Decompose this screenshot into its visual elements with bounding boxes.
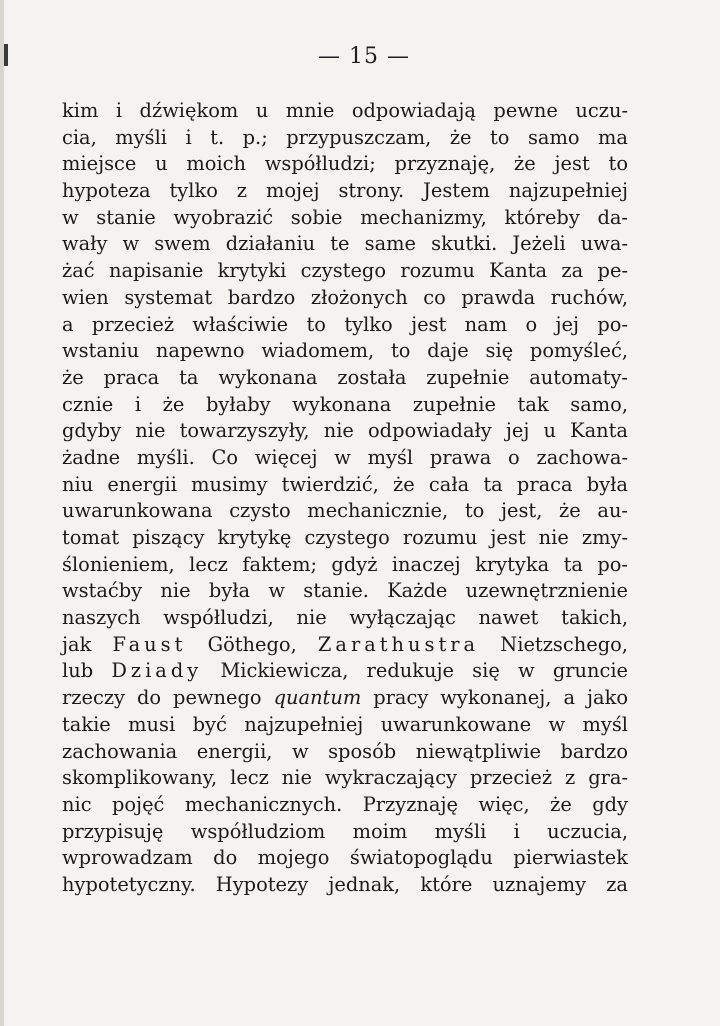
text-line: wstaćby nie była w stanie. Każde uzewnętrznienie xyxy=(62,579,628,603)
text-segment: rzeczy do pewnego xyxy=(62,686,262,710)
text-line xyxy=(62,658,628,685)
text-line: w stanie wyobrazić sobie mechanizmy, któreby da- xyxy=(62,205,628,229)
text-line: tomat piszący krytykę czystego rozumu jest nie zmy- xyxy=(62,526,628,549)
text-line: żać napisanie krytyki czystego rozumu Kanta za pe- xyxy=(62,259,628,283)
text-line: naszych współludzi, nie wyłączając nawet takich, xyxy=(62,606,628,630)
text-line: wprowadzam do mojego światopoglądu pierwiastek xyxy=(62,846,628,870)
text-segment: Mickiewicza, redukuje się w gruncie xyxy=(220,659,629,683)
text-line: kim i dźwiękom u mnie odpowiadają pewne uczu- xyxy=(62,99,628,122)
text-line: niu energii musimy twierdzić, że cała ta praca była xyxy=(62,472,628,496)
text-line: miejsce u moich współludzi; przyznaję, że jest to xyxy=(62,152,628,176)
text-word: jak xyxy=(62,632,92,656)
body-text xyxy=(62,98,628,899)
text-line: zachowania energii, w sposób niewątpliwie bardzo xyxy=(62,739,628,763)
text-line: nic pojęć mechanicznych. Przyznaję więc, że gdy xyxy=(62,792,628,816)
text-word: Nietzschego, xyxy=(500,632,628,656)
text-line: wien systemat bardzo złożonych co prawda ruchów, xyxy=(62,285,628,309)
spaced-title-zarathustra: Zarathustra xyxy=(317,632,480,656)
text-line: przypisuję współludziom moim myśli i uczucia, xyxy=(62,819,628,843)
text-line: gdyby nie towarzyszyły, nie odpowiadały jej u Kanta xyxy=(62,419,628,443)
spaced-title-faust: Faust xyxy=(112,632,187,656)
text-segment: pracy wykonanej, a jako xyxy=(373,686,628,710)
text-line: uwarunkowana czysto mechanicznie, to jest, że au- xyxy=(62,499,628,523)
text-line: hypotetyczny. Hypotezy jednak, które uznajemy za xyxy=(62,872,628,896)
text-line: cia, myśli i t. p.; przypuszczam, że to samo ma xyxy=(62,125,628,149)
text-line: ślonieniem, lecz faktem; gdyż inaczej krytyka ta po- xyxy=(62,552,628,576)
text-line: wstaniu napewno wiadomem, to daje się pomyśleć, xyxy=(62,339,628,363)
text-line: a przecież właściwie to tylko jest nam o jej po- xyxy=(62,312,628,336)
text-line: żadne myśli. Co więcej w myśl prawa o zachowa- xyxy=(62,445,628,469)
italic-quantum: quantum xyxy=(273,686,362,710)
text-word: lub xyxy=(62,659,94,683)
text-line xyxy=(62,632,628,659)
spaced-title-dziady: Dziady xyxy=(111,659,203,683)
page-number: — 15 — xyxy=(318,44,410,69)
text-line xyxy=(62,685,628,712)
text-line: cznie i że byłaby wykonana zupełnie tak samo, xyxy=(62,392,628,416)
text-line: hypoteza tylko z mojej strony. Jestem najzupełniej xyxy=(62,179,628,203)
text-line: wały w swem działaniu te same skutki. Jeżeli uwa- xyxy=(62,232,628,256)
text-line: takie musi być najzupełniej uwarunkowane w myśl xyxy=(62,712,628,736)
text-word: Göthego, xyxy=(207,632,297,656)
text-line: że praca ta wykonana została zupełnie automaty- xyxy=(62,365,628,389)
text-line: skomplikowany, lecz nie wykraczający przecież z gra- xyxy=(62,766,628,790)
